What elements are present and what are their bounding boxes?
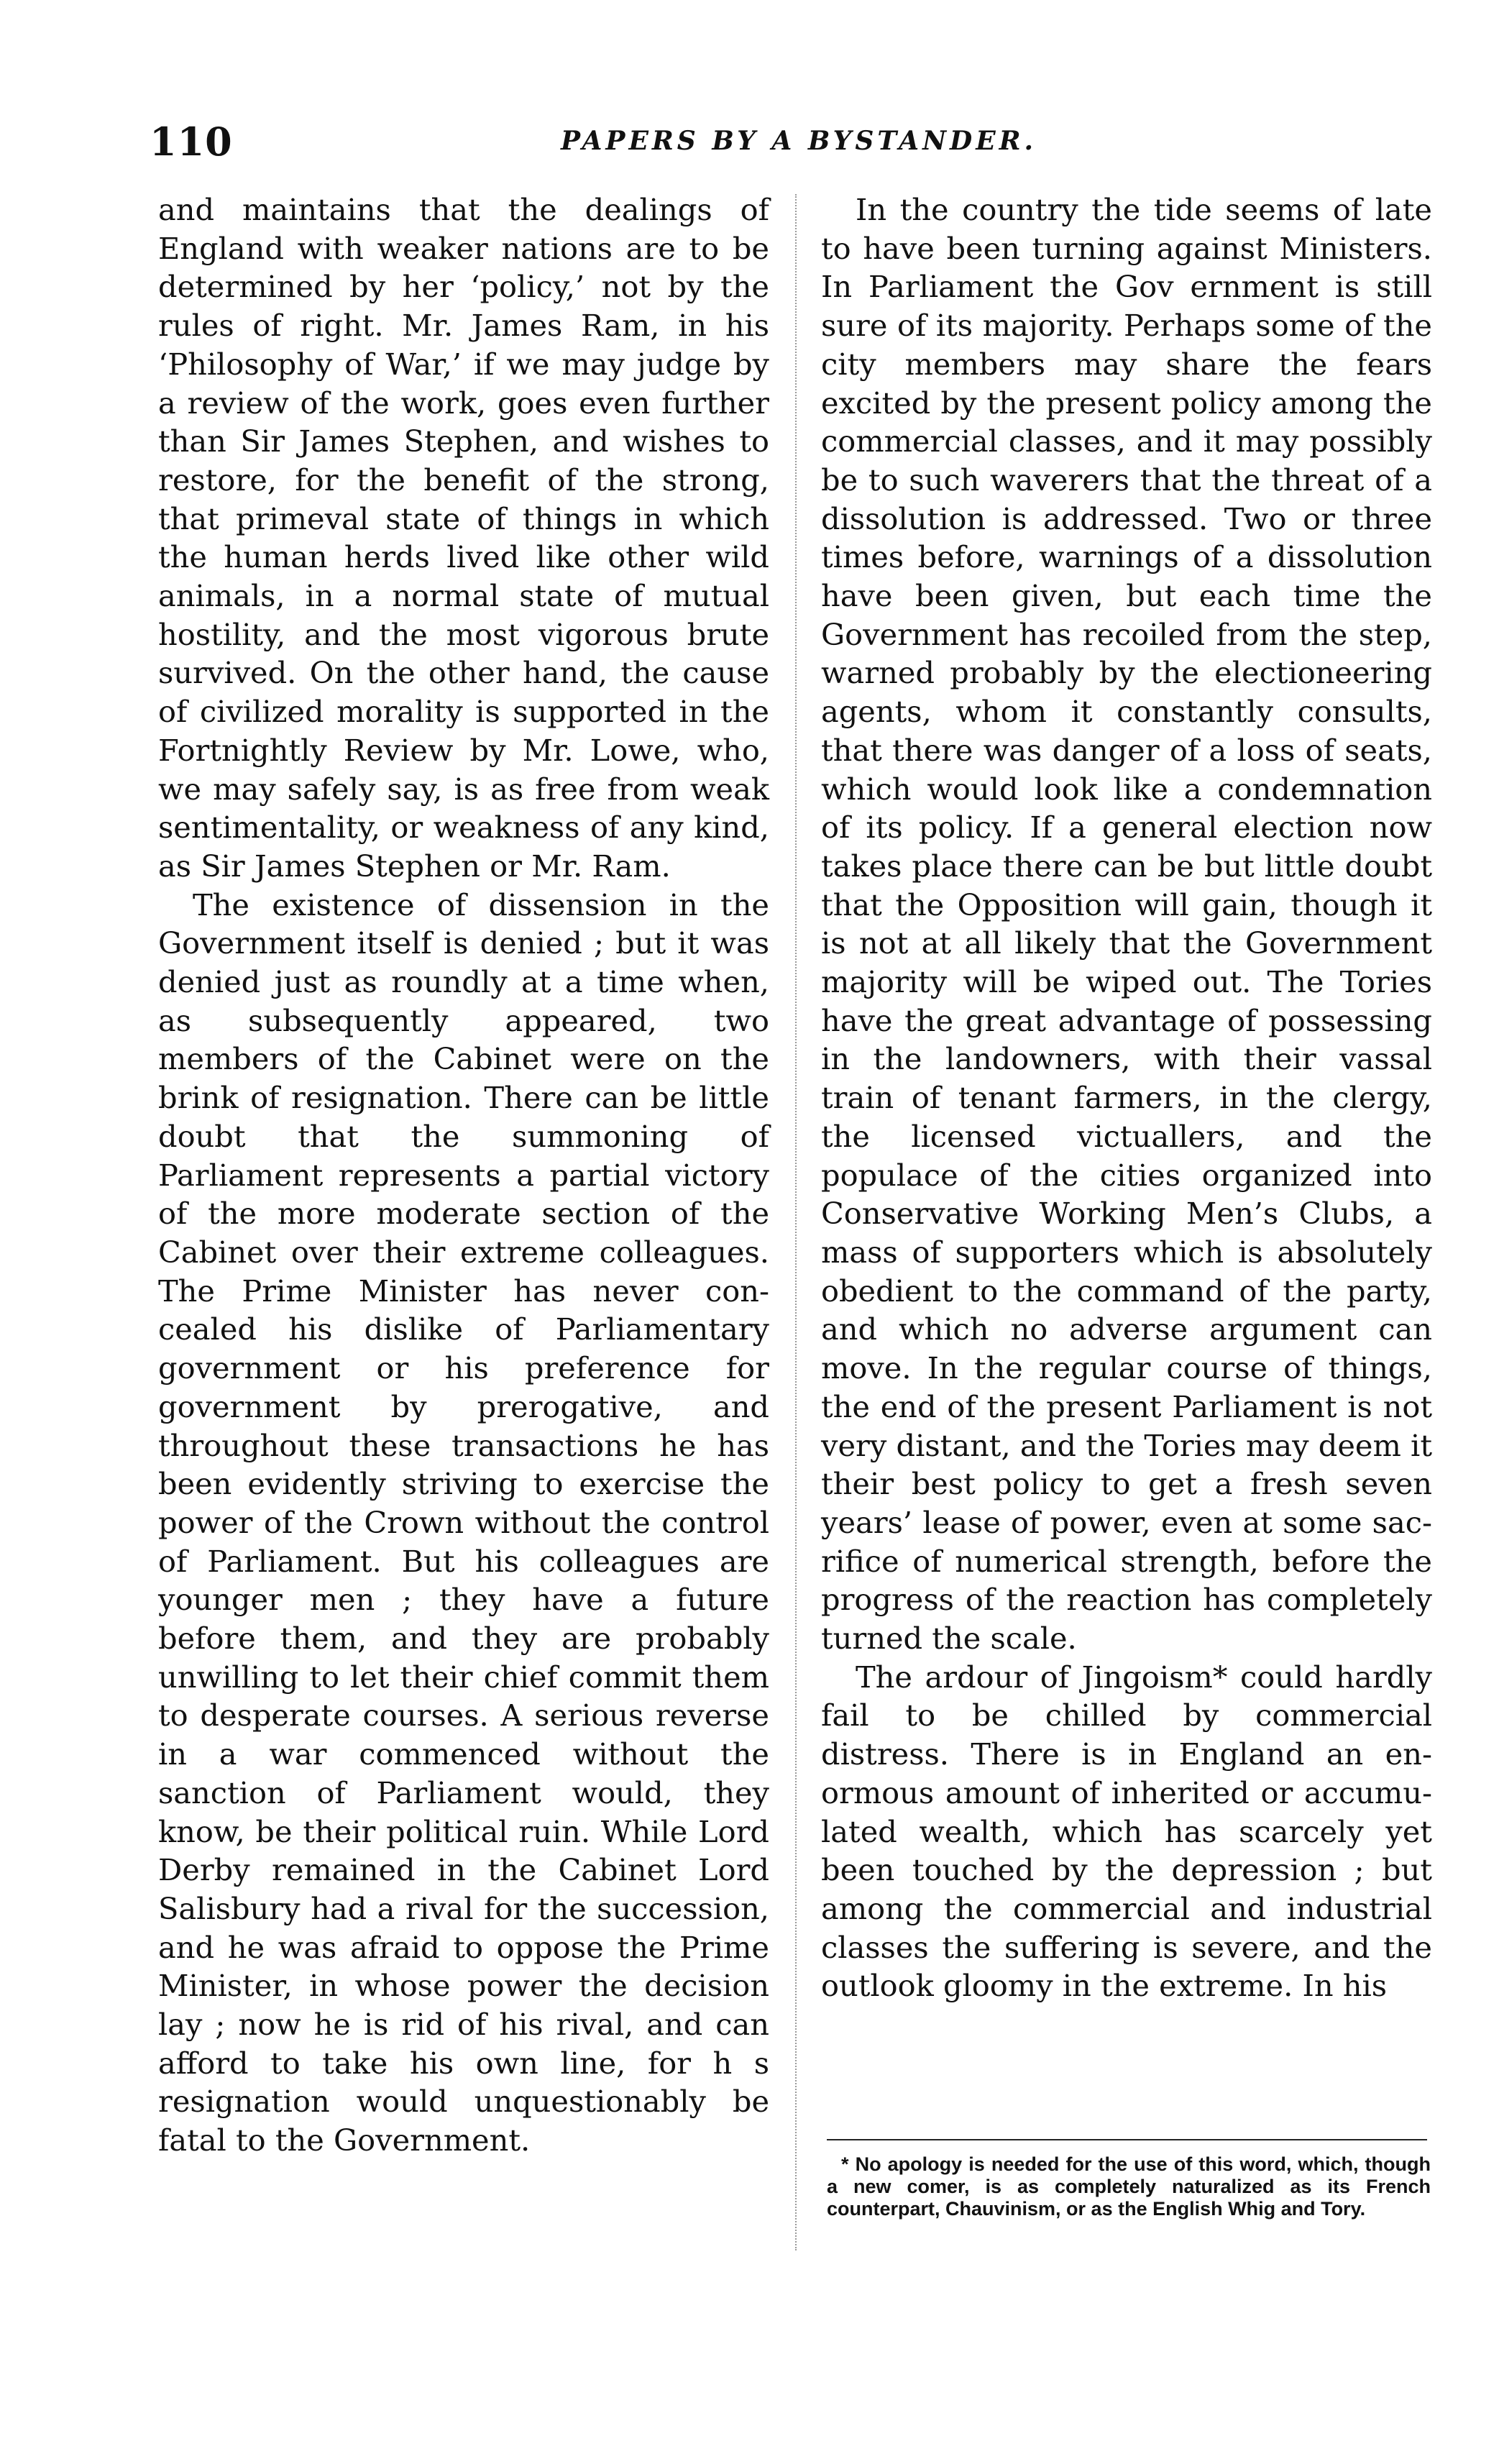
left-column — [158, 191, 769, 2160]
footnote-rule — [827, 2139, 1427, 2140]
left-paragraph-1: and maintains that the dealings of England with weaker nations are to be determined by her ‘policy,’ not by the rules of right. Mr. James Ram, in his ‘Philosophy of War,’ if we may judge by a review of the work, goes even further than Sir James Stephen, and wishes to restore, for the benefit of the strong, that primeval state of things in which the human herds lived like other wild animals, in a normal state of mutual hostility, and the most vigorous brute survived. On the other hand, the cause of civilized morality is supported in the Fortnightly Review by Mr. Lowe, who, we may safely say, is as free from weak sentimentality, or weakness of any kind, as Sir James Stephen or Mr. Ram. — [158, 192, 769, 884]
right-paragraph-2: The ardour of Jingoism* could hardly fail to be chilled by commercial distress. There is in England an enormous amount of inherited or accumulated wealth, which has scarcely yet been touched by the depression ; but among the commercial and industrial classes the suffering is severe, and the outlook gloomy in the extreme. In his — [821, 1659, 1432, 2004]
column-divider — [795, 194, 797, 2250]
right-column — [821, 191, 1432, 2005]
left-paragraph-2: The existence of dissension in the Government itself is denied ; but it was denied just as roundly at a time when, as subsequently appeared, two members of the Cabinet were on the brink of resignation. There can be little doubt that the summoning of Parliament represents a partial victory of the more moderate section of the Cabinet over their extreme colleagues. The Prime Minister has never concealed his dislike of Parliamentary government or his preference for government by prerogative, and throughout these transactions he has been evidently striving to exercise the power of the Crown without the control of Parliament. But his colleagues are younger men ; they have a future before them, and they are probably unwilling to let their chief commit them to desperate courses. A serious reverse in a war commenced without the sanction of Parliament would, they know, be their political ruin. While Lord Derby remained in the Cabinet Lord Salisbury had a rival for the succession, and he was afraid to oppose the Prime Minister, in whose power the decision lay ; now he is rid of his rival, and can afford to take his own line, for h s resignation would unquestionably be fatal to the Government. — [158, 887, 769, 2158]
right-paragraph-1: In the country the tide seems of late to have been turning against Ministers. In Parliament the Gov ernment is still sure of its majority. Perhaps some of the city members may share the fears excited by the present policy among the commercial classes, and it may possibly be to such waverers that the threat of a dissolution is addressed. Two or three times before, warnings of a dissolution have been given, but each time the Government has recoiled from the step, warned probably by the electioneering agents, whom it constantly consults, that there was danger of a loss of seats, which would look like a condemnation of its policy. If a general election now takes place there can be but little doubt that the Opposition will gain, though it is not at all likely that the Government majority will be wiped out. The Tories have the great advantage of possessing in the landowners, with their vassal train of tenant farmers, in the clergy, the licensed victuallers, and the populace of the cities organized into Conservative Working Men’s Clubs, a mass of supporters which is absolutely obedient to the command of the party, and which no adverse argument can move. In the regular course of things, the end of the present Parliament is not very distant, and the Tories may deem it their best policy to get a fresh seven years’ lease of power, even at some sacrifice of numerical strength, before the progress of the reaction has completely turned the scale. — [821, 192, 1432, 1657]
running-title: PAPERS BY A BYSTANDER. — [561, 126, 1037, 156]
page-number: 110 — [150, 119, 233, 165]
footnote-text: * No apology is needed for the use of this word, which, though a new comer, is as completely naturalized as its French counterpart, Chauvinism, or as the English Whig and Tory. — [827, 2153, 1431, 2220]
footnote — [827, 2153, 1431, 2220]
